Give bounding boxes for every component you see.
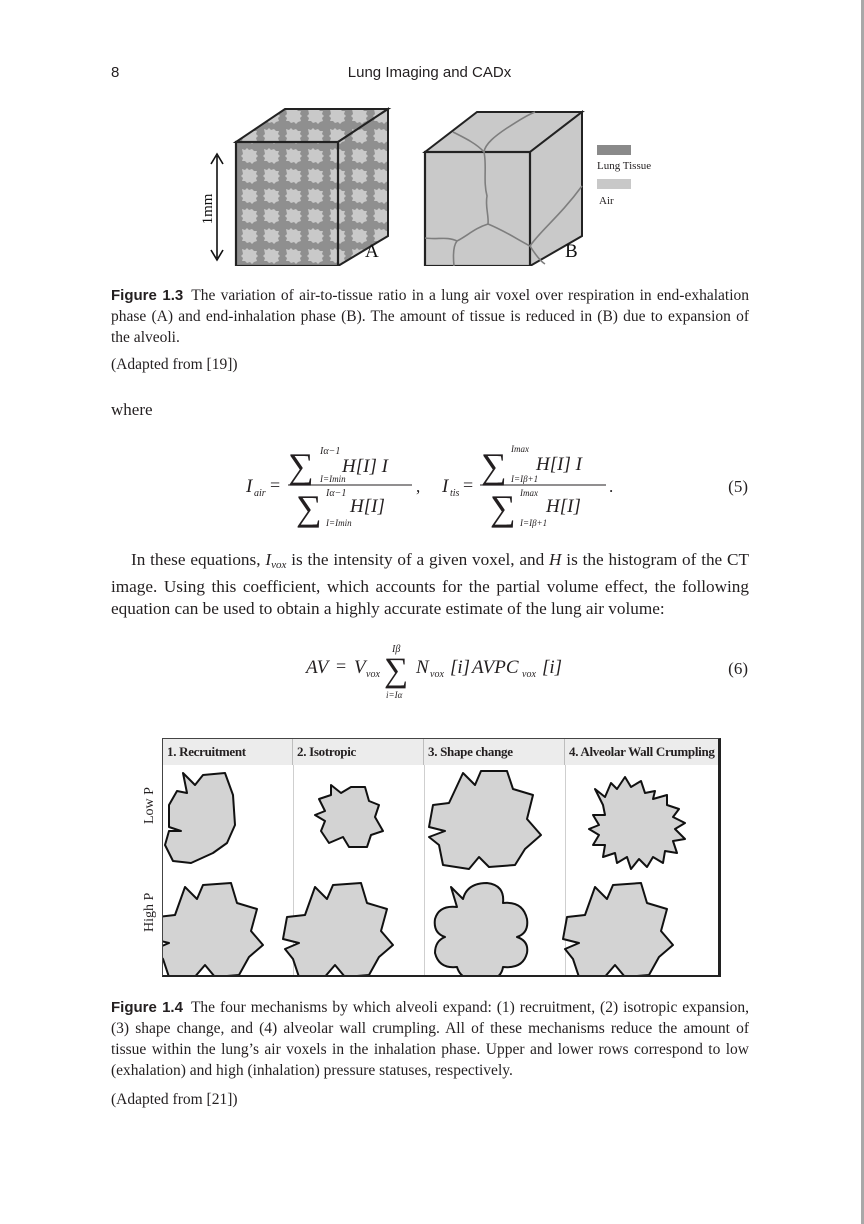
svg-text:H[I] I: H[I] I xyxy=(536,454,582,475)
figure-1-4-caption xyxy=(111,997,749,1081)
svg-text:∑: ∑ xyxy=(296,488,322,528)
svg-text:I=Imin: I=Imin xyxy=(320,474,346,484)
svg-text:N: N xyxy=(416,657,429,678)
svg-text:I: I xyxy=(246,476,253,497)
alveoli-shapes xyxy=(163,765,718,975)
svg-text:AVPC: AVPC xyxy=(472,657,519,678)
legend-swatch-air xyxy=(597,179,631,189)
caption-text: The variation of air-to-tissue ratio in a lung air voxel over respiration in end-exhalation phase (A) and end-inhalation phase (B). The amount of tissue is reduced in (B) due to expansion of the alveoli. xyxy=(111,287,749,346)
svg-text:[i]: [i] xyxy=(542,657,563,678)
alveolus-recruitment-high xyxy=(163,883,263,975)
svg-text:I: I xyxy=(442,476,449,497)
svg-text:=: = xyxy=(463,475,474,495)
svg-text:V: V xyxy=(354,657,366,678)
label-b: B xyxy=(565,241,578,262)
svg-text:∑: ∑ xyxy=(490,488,516,528)
alveolus-wall-crumpling-high xyxy=(563,883,673,975)
alveolus-shape-change-low xyxy=(429,771,541,869)
svg-text:I=Iβ+1: I=Iβ+1 xyxy=(520,518,548,528)
svg-text:vox: vox xyxy=(522,669,536,680)
svg-text:∑: ∑ xyxy=(384,652,409,689)
svg-text:Iα−1: Iα−1 xyxy=(320,446,341,457)
svg-text:Iα−1: Iα−1 xyxy=(326,488,347,499)
legend-label-lung-tissue: Lung Tissue xyxy=(597,160,652,172)
alveolus-isotropic-low xyxy=(315,785,383,847)
voxel-cubes-diagram xyxy=(195,106,675,266)
svg-text:vox: vox xyxy=(430,669,444,680)
svg-text:I=Iβ+1: I=Iβ+1 xyxy=(511,474,539,484)
svg-text:Imax: Imax xyxy=(520,488,538,498)
svg-text:Imax: Imax xyxy=(511,444,529,454)
svg-text:H[I] I: H[I] I xyxy=(342,456,388,477)
svg-text:i=Iα: i=Iα xyxy=(386,690,403,700)
running-title: Lung Imaging and CADx xyxy=(347,64,512,81)
scale-label: 1mm xyxy=(200,193,216,225)
caption-text: The four mechanisms by which alveoli expand: (1) recruitment, (2) isotropic expansion, (3) shape change, and (4) alveolar wall crumpling. All of these mechanisms reduce the amount of tissue within the lung’s air voxels in the inhalation phase. Upper and lower rows correspond to low (exhalation) and high (inhalation) pressure statuses, respectively. xyxy=(111,999,749,1079)
equation-6-number: (6) xyxy=(728,659,748,678)
svg-text:=: = xyxy=(336,656,347,676)
mechanism-grid xyxy=(162,738,721,977)
svg-text:∑: ∑ xyxy=(481,446,507,486)
column-header-shape-change: 3. Shape change xyxy=(424,739,565,765)
svg-text:,: , xyxy=(416,477,421,496)
caption-label: Figure 1.4 xyxy=(111,999,183,1016)
svg-text:AV: AV xyxy=(306,657,329,678)
svg-text:H[I]: H[I] xyxy=(350,496,385,517)
equation-5-number: (5) xyxy=(728,477,748,496)
svg-text:.: . xyxy=(609,477,614,496)
figure-1-4-source: (Adapted from [21]) xyxy=(111,1091,238,1108)
svg-text:air: air xyxy=(254,488,266,499)
column-header-isotropic: 2. Isotropic xyxy=(293,739,424,765)
label-a: A xyxy=(365,241,379,262)
page-number: 8 xyxy=(111,64,120,81)
alveolus-wall-crumpling-low xyxy=(589,777,685,869)
svg-text:[i]: [i] xyxy=(450,657,471,678)
figure-1-4-table xyxy=(138,738,719,976)
column-header-wall-crumpling: 4. Alveolar Wall Crumpling xyxy=(565,739,718,765)
where-text: where xyxy=(111,400,153,419)
figure-1-3-illustration xyxy=(195,106,675,266)
legend-label-air: Air xyxy=(599,195,614,207)
figure-1-3-caption xyxy=(111,285,749,348)
svg-text:Iβ: Iβ xyxy=(392,644,401,655)
alveolus-shape-change-high xyxy=(435,883,528,975)
svg-text:=: = xyxy=(270,475,281,495)
running-header xyxy=(111,64,748,86)
body-paragraph: In these equations, $I_{vox}$ is the intensity of a given voxel, and H is the histogram of the CT image. Using this coefficient, which accounts for the partial volume effect, the following equation can be used to obtain a highly accurate estimate of the lung air volume: xyxy=(111,550,749,618)
svg-text:tis: tis xyxy=(450,488,460,499)
svg-text:vox: vox xyxy=(366,669,380,680)
alveolus-recruitment-low xyxy=(165,773,235,863)
svg-text:H[I]: H[I] xyxy=(546,496,581,517)
legend-swatch-lung-tissue xyxy=(597,145,631,155)
column-header-recruitment: 1. Recruitment xyxy=(163,739,293,765)
row-label-low-p: Low P xyxy=(142,787,157,824)
figure-1-3-source: (Adapted from [19]) xyxy=(111,356,238,373)
svg-text:I=Imin: I=Imin xyxy=(326,518,352,528)
svg-text:∑: ∑ xyxy=(288,446,314,486)
caption-label: Figure 1.3 xyxy=(111,287,184,304)
alveolus-isotropic-high xyxy=(283,883,393,975)
row-label-high-p: High P xyxy=(142,892,157,932)
